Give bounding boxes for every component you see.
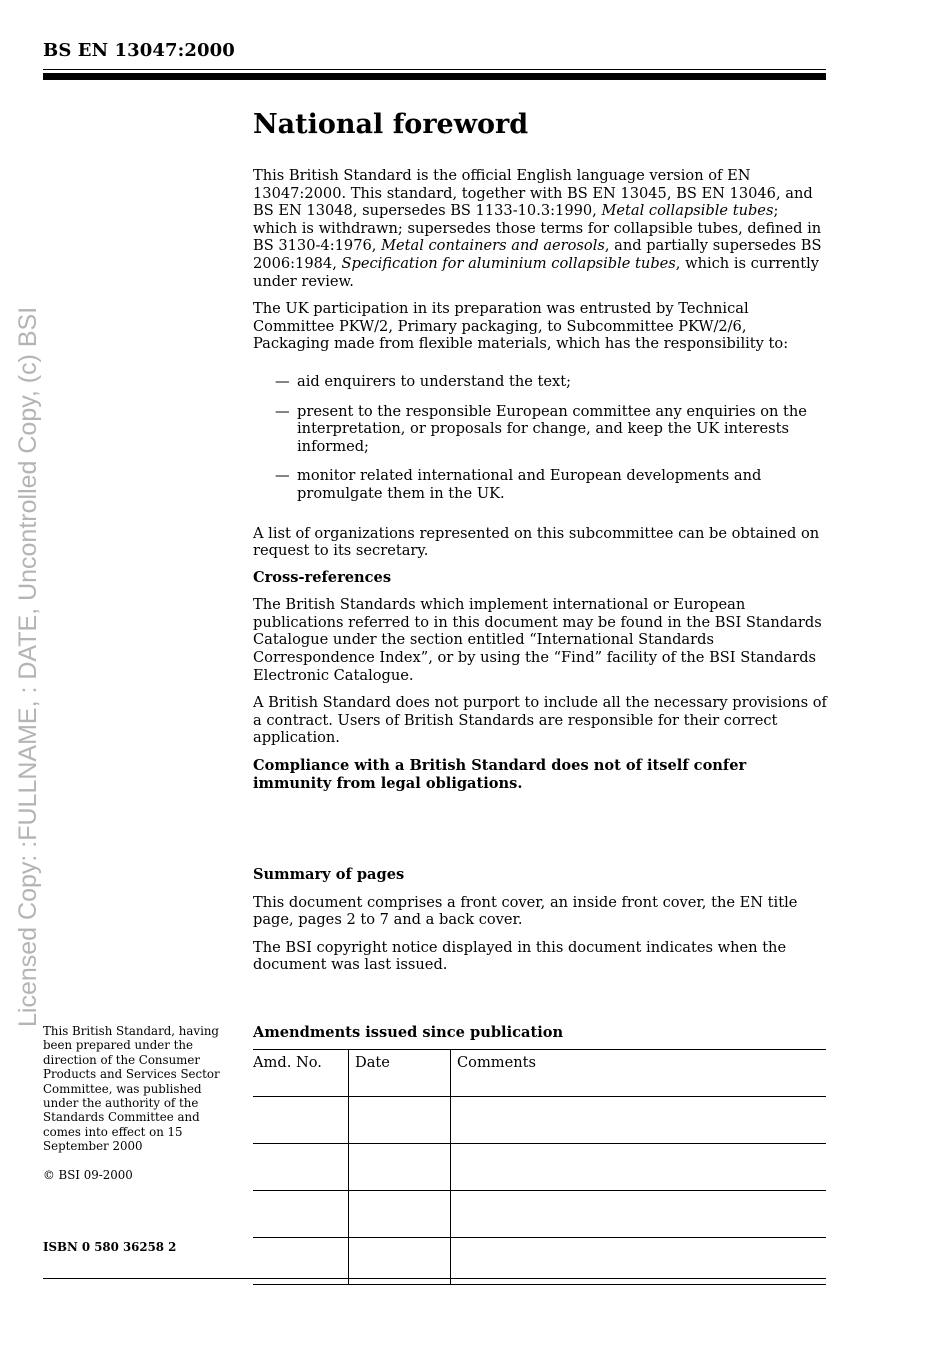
- participation-paragraph: The UK participation in its preparation was entrusted by Technical Committee PKW/2, Primary packaging, to Subcommittee PKW/2/6, Packaging made from flexible materials, which has the responsibility to:: [253, 300, 789, 353]
- footer-rule: [43, 1278, 826, 1279]
- amendments-heading: Amendments issued since publication: [253, 1024, 564, 1041]
- list-item: — aid enquirers to understand the text;: [275, 372, 572, 390]
- crossref-paragraph: The British Standards which implement international or European publications referred to in this document may be found in the BSI Standards Catalogue under the section entitled “International Standards Correspondence Index”, or by using the “Find” facility of the BSI Standards Electronic Catalogue.: [253, 596, 822, 684]
- table-header-row: [253, 1049, 826, 1096]
- table-cell: [349, 1190, 451, 1237]
- license-watermark: Licensed Copy: :FULLNAME, : DATE, Uncontrolled Copy, (c) BSI: [14, 306, 42, 1027]
- table-cell: [349, 1143, 451, 1190]
- crossref-heading: Cross-references: [253, 568, 392, 586]
- summary-heading: Summary of pages: [253, 866, 405, 883]
- amendments-section: [253, 1024, 826, 1285]
- copyright-notice-paragraph: The BSI copyright notice displayed in this document indicates when the document was last issued.: [253, 938, 787, 974]
- document-code: BS EN 13047:2000: [43, 40, 235, 61]
- table-cell: [349, 1096, 451, 1143]
- intro-paragraph: This British Standard is the official English language version of EN 13047:2000. This standard, together with BS EN 13045, BS EN 13046, and BS EN 13048, supersedes BS 1133-10.3:1990, Metal collapsible tubes; which is withdrawn; supersedes those terms for collapsible tubes, defined in BS 3130-4:1976, Metal containers and aerosols, and partially supersedes BS 2006:1984, Specification for aluminium collapsible tubes, which is currently under review.: [253, 167, 822, 290]
- page-title: National foreword: [253, 109, 529, 140]
- list-item: — monitor related international and European developments and promulgate them in the UK.: [275, 467, 762, 502]
- amendments-table: [253, 1049, 826, 1285]
- column-header: Date: [349, 1049, 451, 1096]
- list-item: — present to the responsible European committee any enquiries on the interpretation, or proposals for change, and keep the UK interests informed;: [275, 402, 807, 455]
- table-cell: [253, 1190, 349, 1237]
- isbn-line: ISBN 0 580 36258 2: [43, 1240, 177, 1254]
- compliance-paragraph: Compliance with a British Standard does not of itself confer immunity from legal obligations.: [253, 757, 747, 792]
- column-header: Amd. No.: [253, 1049, 349, 1096]
- responsibilities-list: [253, 373, 827, 503]
- table-cell: [253, 1096, 349, 1143]
- table-cell: [451, 1143, 827, 1190]
- summary-paragraph: This document comprises a front cover, an inside front cover, the EN title page, pages 2 to 7 and a back cover.: [253, 893, 798, 929]
- table-row: [253, 1096, 826, 1143]
- copyright-line: © BSI 09-2000: [43, 1168, 133, 1182]
- foreword-body: [253, 108, 827, 802]
- column-header: Comments: [451, 1049, 827, 1096]
- table-row: [253, 1190, 826, 1237]
- header-rule-thick: [43, 73, 826, 80]
- contract-paragraph: A British Standard does not purport to include all the necessary provisions of a contract. Users of British Standards are responsible for their correct application.: [253, 694, 827, 747]
- publication-note: This British Standard, having been prepared under the direction of the Consumer Products and Services Sector Committee, was published under the authority of the Standards Committee and comes into effect on 15 September 2000: [43, 1024, 220, 1154]
- table-cell: [451, 1096, 827, 1143]
- table-cell: [451, 1190, 827, 1237]
- table-cell: [253, 1143, 349, 1190]
- organizations-paragraph: A list of organizations represented on this subcommittee can be obtained on request to its secretary.: [253, 524, 820, 560]
- header-rule-thin: [43, 69, 826, 70]
- table-row: [253, 1143, 826, 1190]
- summary-section: [253, 866, 827, 984]
